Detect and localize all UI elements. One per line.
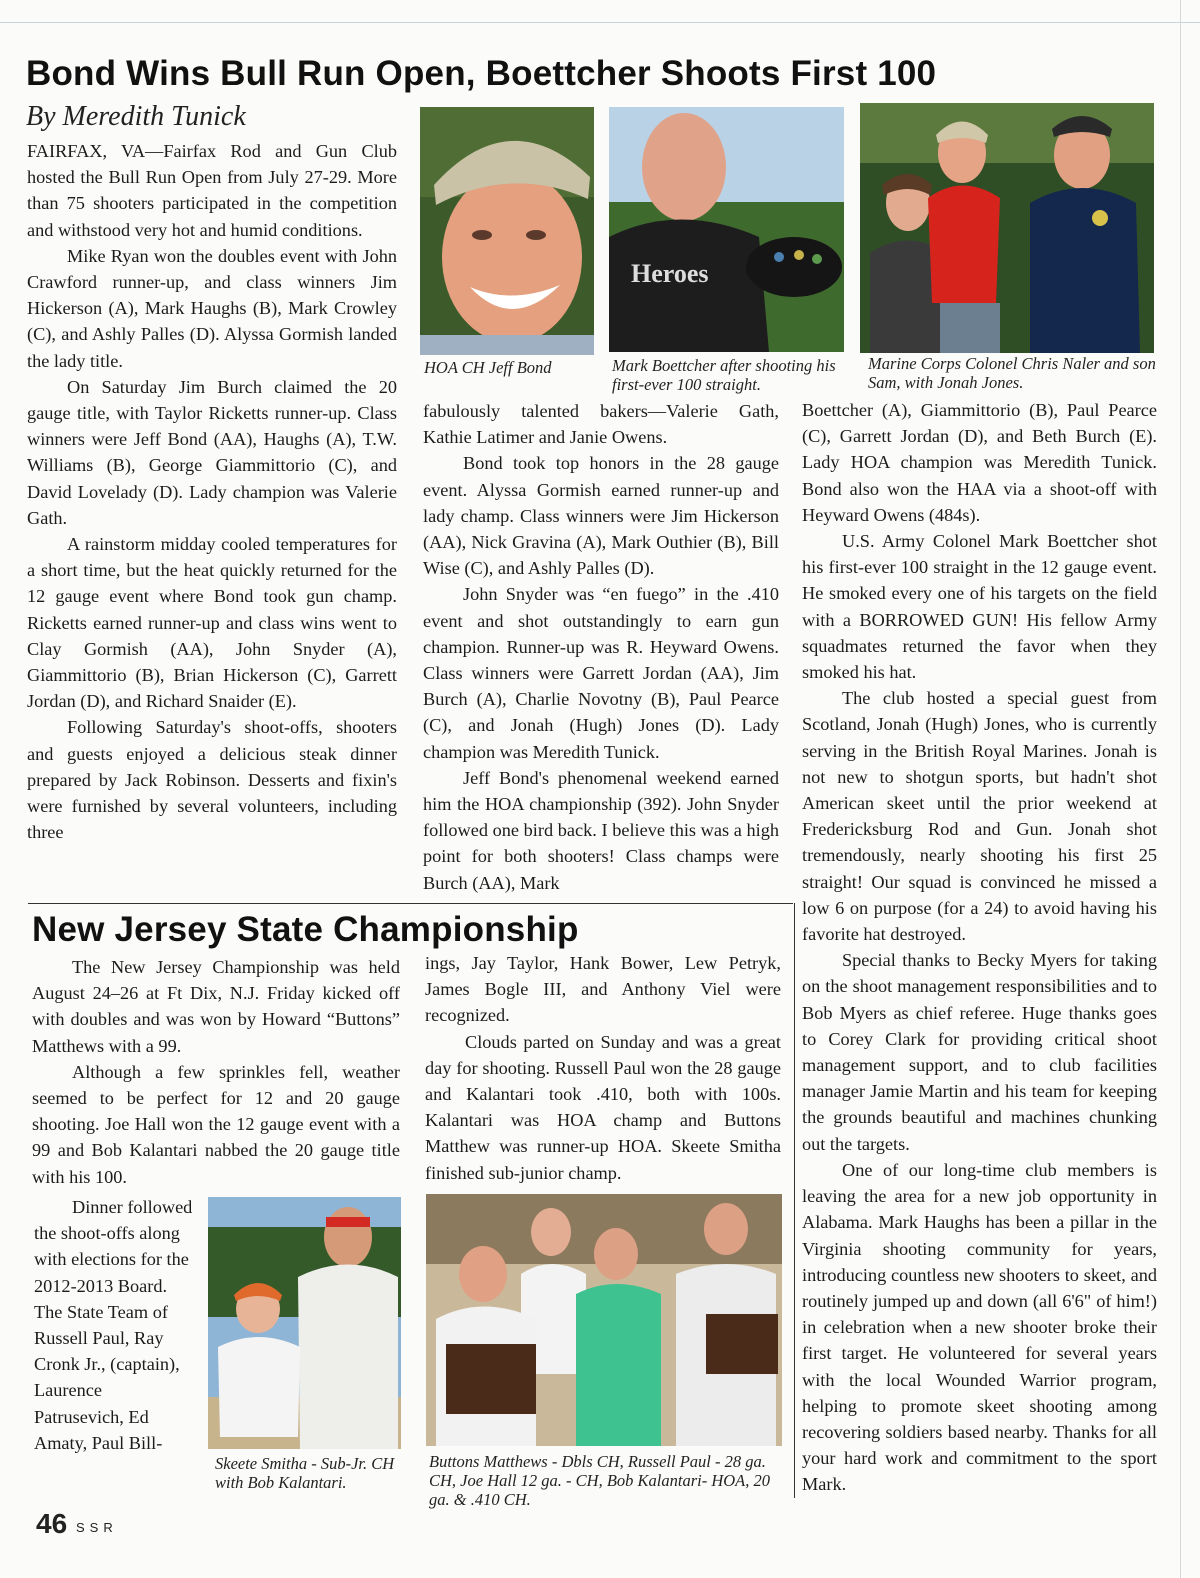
- photo-naler-jones: [860, 103, 1154, 353]
- article1-byline: By Meredith Tunick: [26, 101, 246, 132]
- article2-headline: New Jersey State Championship: [32, 910, 579, 949]
- paragraph: fabulously talented bakers—Valerie Gath, Kathie Latimer and Janie Owens.: [423, 401, 779, 448]
- paragraph: Following Saturday's shoot-offs, shooters and guests enjoyed a delicious steak dinner prepared by Jack Robinson. Desserts and fixin's were furnished by several volunteers, including three: [27, 717, 397, 843]
- paragraph: The club hosted a special guest from Scotland, Jonah (Hugh) Jones, who is currently serving in the British Royal Marines. Jonah is not new to shotgun sports, but hadn't shot American skeet until the prior weekend at Fredericksburg Rod and Gun. Jonah shot tremendously, nearly shooting his first 25 straight! Our squad is convinced he missed a low 6 on purpose (for a 24) to avoid having his favorite hat destroyed.: [802, 688, 1157, 945]
- paragraph: Mike Ryan won the doubles event with John Crawford runner-up, and class winners Jim Hickerson (A), Mark Haughs (B), Mark Crowley (C), and Ashly Palles (D). Alyssa Gormish landed the lady title.: [27, 245, 397, 371]
- paragraph: Boettcher (A), Giammittorio (B), Paul Pearce (C), Garrett Jordan (D), and Beth Burch (E). Lady HOA champion was Meredith Tunick. Bond also won the HAA via a shoot-off with Heyward Owens (484s).: [802, 400, 1157, 525]
- article1-column-2: [423, 398, 779, 896]
- paragraph: Bond took top honors in the 28 gauge event. Alyssa Gormish earned runner-up and lady champ. Class winners were Jim Hickerson (AA), Nick Gravina (A), Mark Outhier (B), Bill Wise (C), and Ashly Palles (D).: [423, 453, 779, 579]
- top-rule: [0, 22, 1200, 23]
- paragraph: Clouds parted on Sunday and was a great day for shooting. Russell Paul won the 28 gauge and Kalantari took .410, both with 100s. Kalantari was HOA champ and Buttons Matthew was runner-up HOA. Skeete Smitha finished sub-junior champ.: [425, 1031, 781, 1183]
- page-number: 46: [36, 1508, 68, 1539]
- photo-jeff-bond: [420, 107, 594, 355]
- paragraph: The New Jersey Championship was held August 24–26 at Ft Dix, N.J. Friday kicked off with doubles and was won by Howard “Buttons” Matthews with a 99.: [32, 957, 400, 1056]
- caption-photo5: Buttons Matthews - Dbls CH, Russell Paul - 28 ga. CH, Joe Hall 12 ga. - CH, Bob Kalantari- HOA, 20 ga. & .410 CH.: [429, 1452, 770, 1509]
- paragraph: FAIRFAX, VA—Fairfax Rod and Gun Club hosted the Bull Run Open from July 27-29. More than 75 shooters participated in the competition and withstood very hot and humid conditions.: [27, 141, 397, 240]
- article1-column-3: [802, 397, 1157, 1498]
- article1-headline: Bond Wins Bull Run Open, Boettcher Shoots First 100: [26, 54, 937, 93]
- paragraph: U.S. Army Colonel Mark Boettcher shot his first-ever 100 straight in the 12 gauge event. He smoked every one of his targets on the field with a BORROWED GUN! His fellow Army squadmates returned the favor when they smoked his hat.: [802, 531, 1157, 683]
- svg-text:Heroes: Heroes: [631, 259, 709, 288]
- caption-photo2: Mark Boettcher after shooting his first-ever 100 straight.: [612, 356, 836, 394]
- caption-photo3: Marine Corps Colonel Chris Naler and son Sam, with Jonah Jones.: [868, 354, 1156, 392]
- paragraph: John Snyder was “en fuego” in the .410 event and shot outstandingly to earn gun champion. Runner-up was R. Heyward Owens. Class winners were Garrett Jordan (AA), Jim Burch (A), Charlie Novotny (B), Paul Pearce (C), and Jonah (Hugh) Jones (D). Lady champion was Meredith Tunick.: [423, 584, 779, 762]
- photo-skeete-smitha: [208, 1197, 401, 1449]
- publication-name: SSR: [76, 1520, 118, 1535]
- column-divider: [794, 903, 795, 1498]
- article2-column-1-wrap: [34, 1194, 194, 1456]
- article1-column-1: [27, 138, 397, 845]
- paragraph: ings, Jay Taylor, Hank Bower, Lew Petryk, James Bogle III, and Anthony Viel were recognized.: [425, 953, 781, 1026]
- section-divider: [28, 903, 793, 904]
- caption-photo4: Skeete Smitha - Sub-Jr. CH with Bob Kalantari.: [215, 1454, 395, 1492]
- paragraph: Although a few sprinkles fell, weather seemed to be perfect for 12 and 20 gauge shooting. Joe Hall won the 12 gauge event with a 99 and Bob Kalantari nabbed the 20 gauge title with his 100.: [32, 1061, 400, 1187]
- paragraph: Jeff Bond's phenomenal weekend earned him the HOA championship (392). John Snyder followed one bird back. I believe this was a high point for both shooters! Class champs were Burch (AA), Mark: [423, 767, 779, 893]
- article2-column-1: [32, 954, 400, 1190]
- article2-column-2: [425, 950, 781, 1186]
- photo-nj-winners: [426, 1194, 782, 1446]
- paragraph: On Saturday Jim Burch claimed the 20 gauge title, with Taylor Ricketts runner-up. Class winners were Jeff Bond (AA), Haughs (A), T.W. Williams (B), George Giammittorio (C), and David Lovelady (D). Lady champion was Valerie Gath.: [27, 376, 397, 528]
- page-edge-rule: [1180, 0, 1181, 1578]
- paragraph: Special thanks to Becky Myers for taking on the shoot management responsibilities and to Bob Myers as chief referee. Huge thanks goes to Corey Clark for providing critical shoot management support, and to club facilities manager Jamie Martin and his team for keeping the grounds beautiful and machines chunking out the targets.: [802, 950, 1157, 1154]
- photo-mark-boettcher: [609, 107, 844, 352]
- paragraph: One of our long-time club members is leaving the area for a new job opportunity in Alabama. Mark Haughs has been a pillar in the Virginia shooting community for years, introducing countless new shooters to skeet, and routinely jumped up and down (all 6'6" of him!) in celebration when a new shooter broke their first target. He volunteered for several years with the local Wounded Warrior program, helping to promote skeet shooting among recovering soldiers based nearby. Thanks for all your hard work and commitment to the sport Mark.: [802, 1159, 1157, 1495]
- paragraph: A rainstorm midday cooled temperatures for a short time, but the heat quickly returned for the 12 gauge event where Bond took gun champ. Ricketts earned runner-up and class wins went to Clay Gormish (AA), John Snyder (A), Giammittorio (B), Brian Hickerson (C), Garrett Jordan (D), and Richard Snaider (E).: [27, 534, 397, 712]
- paragraph: Dinner followed the shoot-offs along with elections for the 2012-2013 Board. The State Team of Russell Paul, Ray Cronk Jr., (captain), Laurence Patrusevich, Ed Amaty, Paul Bill-: [34, 1197, 193, 1453]
- caption-photo1: HOA CH Jeff Bond: [424, 358, 552, 377]
